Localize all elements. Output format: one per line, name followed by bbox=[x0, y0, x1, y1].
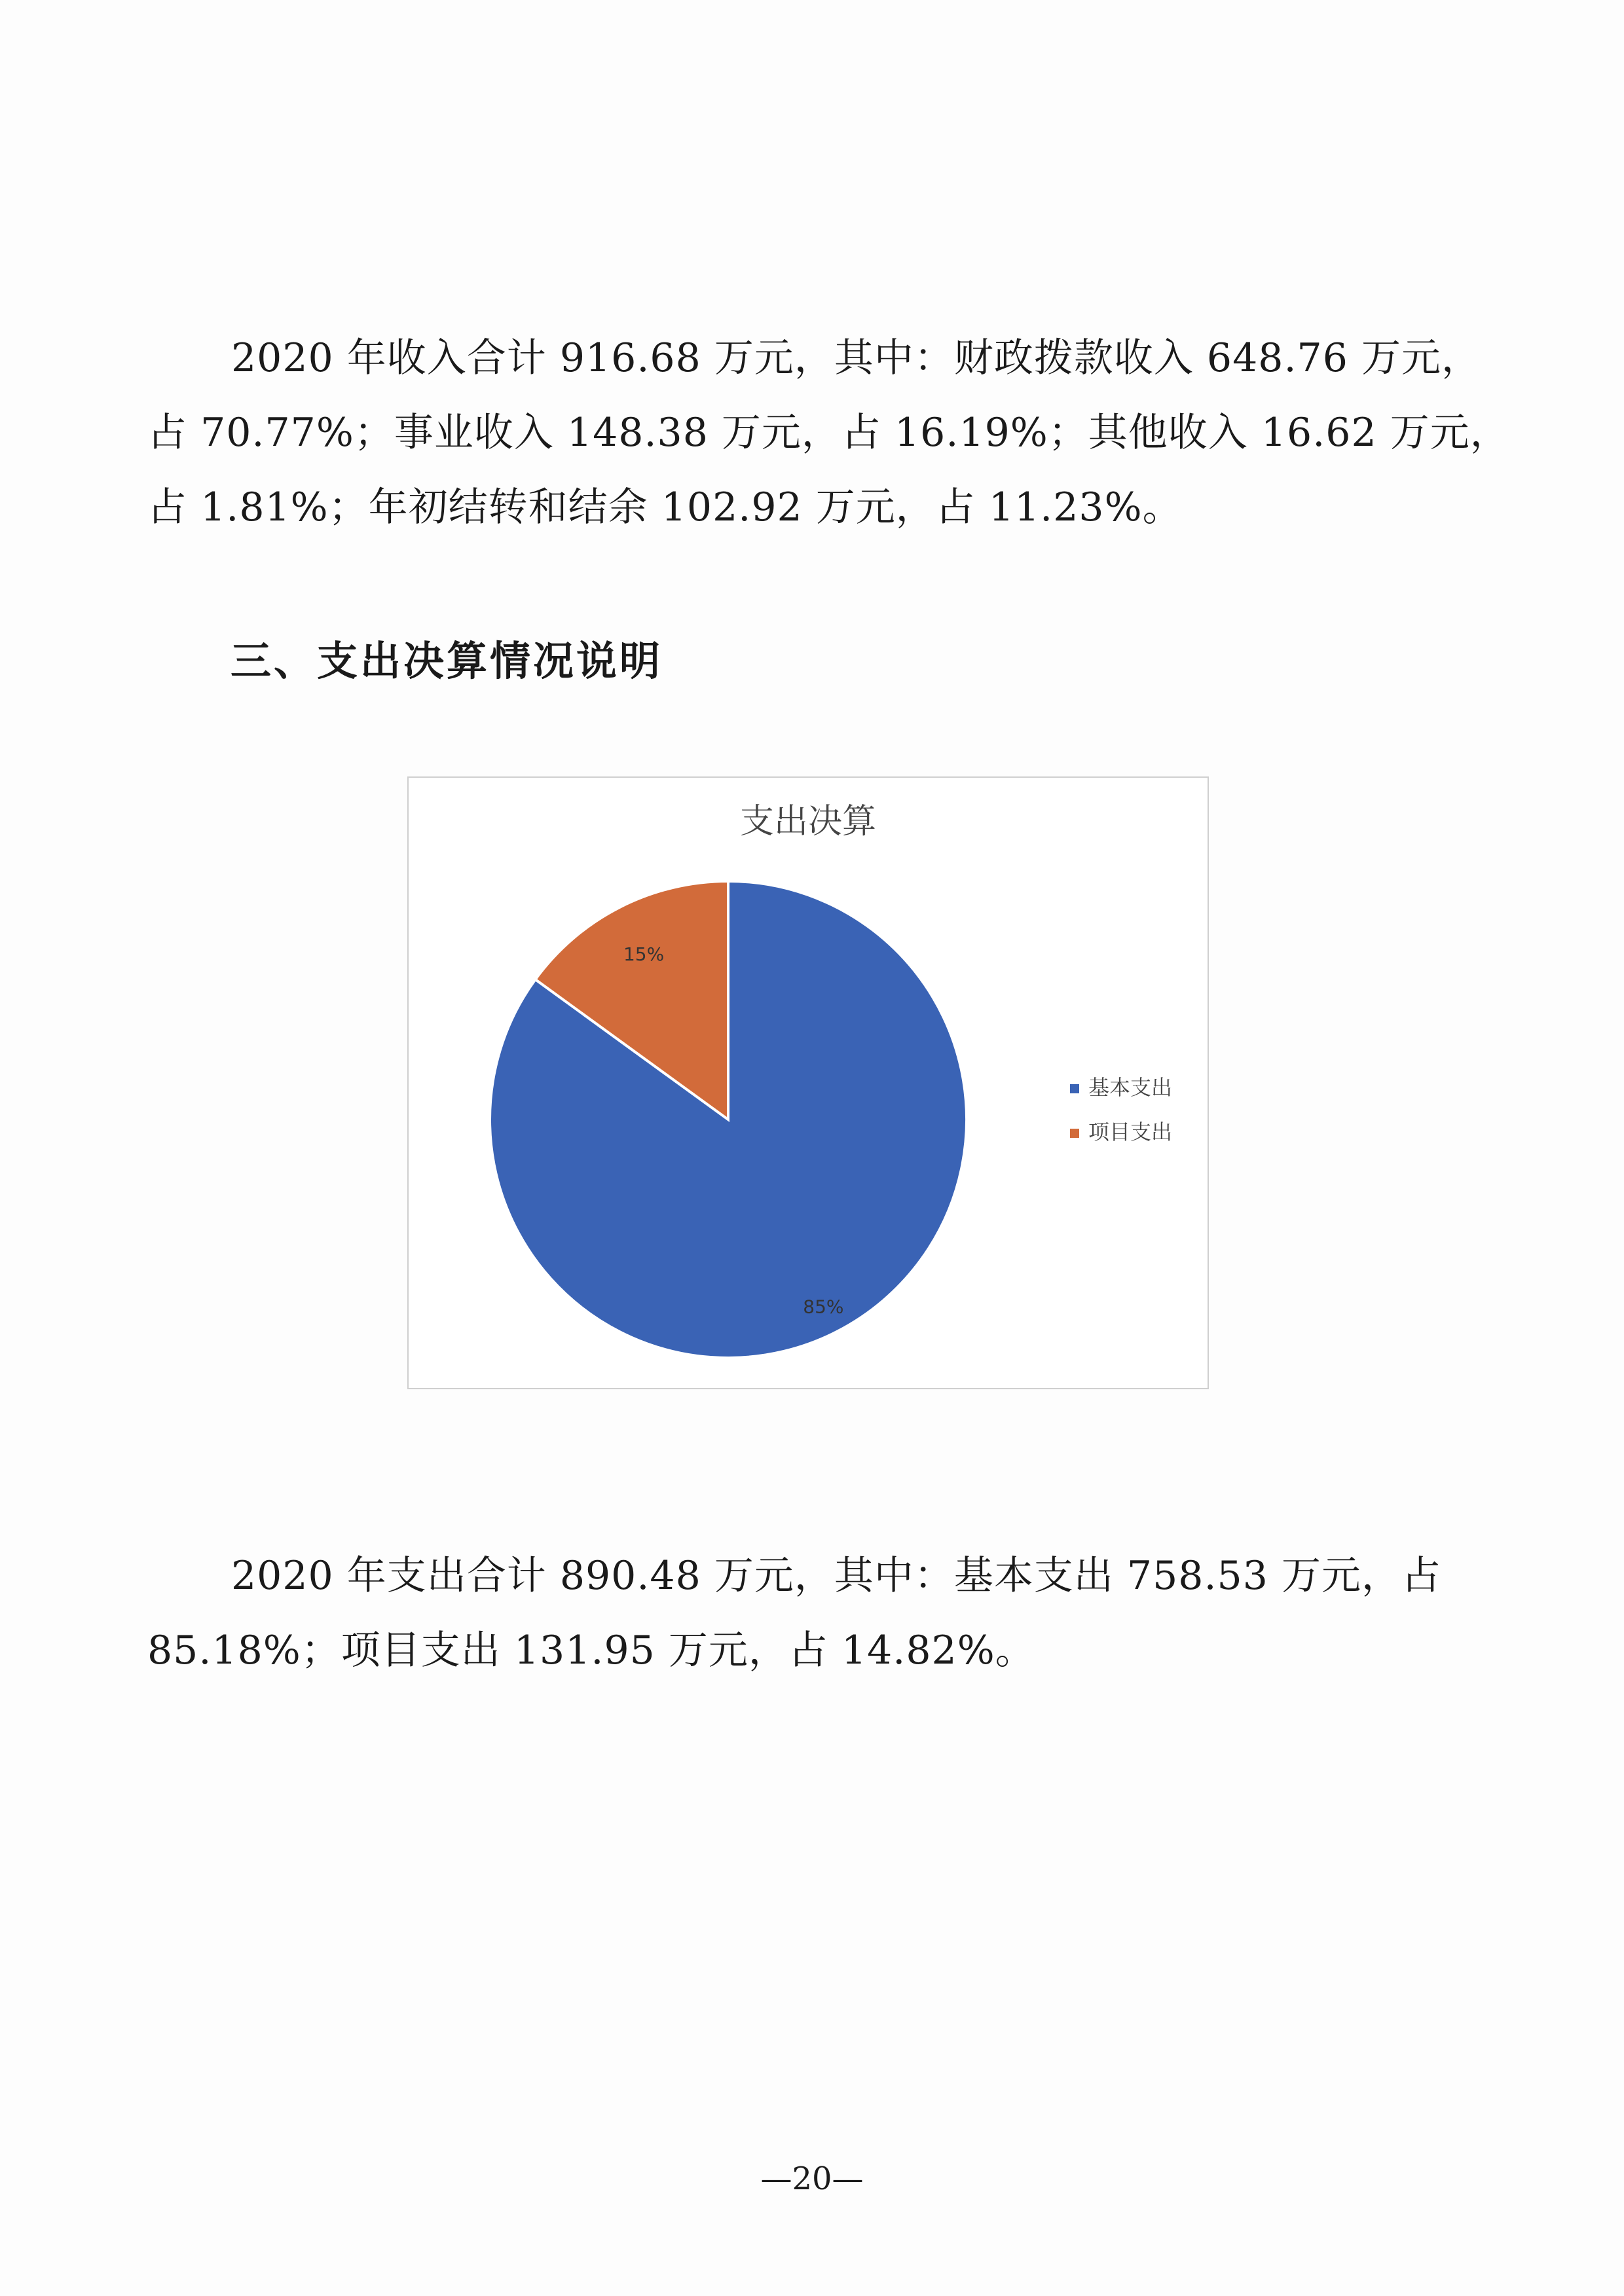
pie-slice-label-2: 15% bbox=[623, 943, 665, 966]
pie-slices bbox=[490, 881, 967, 1358]
income-summary-paragraph: 2020 年收入合计 916.68 万元，其中：财政拨款收入 648.76 万元，占 70.77%；事业收入 148.38 万元，占 16.19%；其他收入 16.62 万元，占 1.81%；年初结转和结余 102.92 万元，占 11.23%。 bbox=[147, 335, 1510, 530]
page-number: —20— bbox=[760, 2160, 864, 2197]
expense-summary-paragraph: 2020 年支出合计 890.48 万元，其中：基本支出 758.53 万元，占 85.18%；项目支出 131.95 万元，占 14.82%。 bbox=[147, 1553, 1441, 1673]
pie-slice-label-1: 85% bbox=[803, 1296, 844, 1318]
expense-pie-chart bbox=[407, 776, 1209, 1389]
pie-chart-svg bbox=[409, 778, 1208, 1388]
legend-label-2: 项目支出 bbox=[1088, 1120, 1173, 1144]
legend-swatch-2 bbox=[1070, 1129, 1079, 1138]
section-heading: 三、支出决算情况说明 bbox=[231, 637, 663, 685]
legend-label-1: 基本支出 bbox=[1088, 1075, 1173, 1100]
chart-legend bbox=[1070, 1075, 1172, 1144]
chart-title: 支出决算 bbox=[739, 802, 877, 841]
legend-swatch-1 bbox=[1070, 1084, 1079, 1093]
